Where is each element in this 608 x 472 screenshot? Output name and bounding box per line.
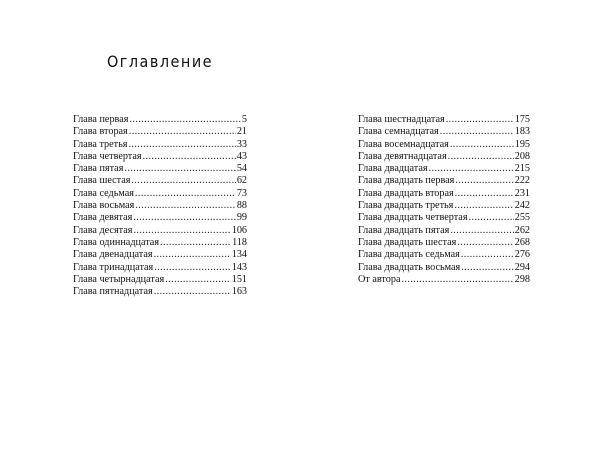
toc-entry-label: Глава двадцать восьмая — [358, 261, 461, 273]
toc-entry-label: Глава двадцать вторая — [358, 187, 454, 199]
toc-entry — [73, 163, 247, 175]
toc-entry-label: Глава двадцатая — [358, 163, 428, 175]
toc-entry-label: Глава двадцать третья — [358, 200, 454, 212]
toc-entry-label: Глава пятая — [73, 163, 124, 175]
toc-dot-leader — [135, 200, 235, 212]
toc-entry — [73, 274, 247, 286]
toc-dot-leader — [455, 188, 514, 200]
toc-entry — [358, 163, 530, 175]
toc-entry — [358, 274, 530, 286]
toc-entry-page-number: 163 — [231, 286, 247, 298]
toc-dot-leader — [133, 225, 230, 237]
toc-left-column — [73, 114, 247, 298]
toc-entry — [358, 139, 530, 151]
toc-entry-page-number: 143 — [231, 261, 247, 273]
toc-entry — [358, 175, 530, 187]
toc-dot-leader — [133, 212, 235, 224]
toc-dot-leader — [124, 163, 235, 175]
page-title: Оглавление — [106, 52, 214, 71]
toc-entry-page-number: 73 — [236, 187, 247, 199]
toc-entry-label: Глава двадцать шестая — [358, 236, 457, 248]
toc-entry — [73, 212, 247, 224]
toc-entry — [73, 139, 247, 151]
toc-entry-label: Глава тринадцатая — [73, 261, 154, 273]
toc-dot-leader — [461, 262, 513, 274]
toc-entry — [73, 175, 247, 187]
toc-entry — [73, 237, 247, 249]
toc-entry — [358, 188, 530, 200]
toc-entry-label: Глава пятнадцатая — [73, 286, 153, 298]
toc-entry-label: Глава четвертая — [73, 150, 142, 162]
toc-entry-label: Глава третья — [73, 138, 128, 150]
toc-dot-leader — [131, 175, 235, 187]
toc-entry-page-number: 268 — [514, 236, 530, 248]
toc-dot-leader — [454, 200, 513, 212]
toc-entry — [73, 262, 247, 274]
toc-right-column — [358, 114, 530, 286]
toc-entry-page-number: 54 — [236, 163, 247, 175]
toc-entry-page-number: 21 — [236, 126, 247, 138]
toc-dot-leader — [128, 139, 235, 151]
toc-entry-label: Глава семнадцатая — [358, 126, 439, 138]
toc-entry-page-number: 151 — [231, 273, 247, 285]
toc-entry-label: Глава восьмая — [73, 200, 135, 212]
toc-entry — [73, 151, 247, 163]
toc-entry — [358, 200, 530, 212]
toc-dot-leader — [154, 286, 231, 298]
toc-dot-leader — [154, 262, 230, 274]
toc-dot-leader — [160, 237, 231, 249]
toc-entry-page-number: 106 — [231, 224, 247, 236]
toc-entry — [73, 200, 247, 212]
toc-entry-label: Глава седьмая — [73, 187, 134, 199]
toc-entry-label: Глава двадцать пятая — [358, 224, 450, 236]
toc-entry-page-number: 208 — [514, 150, 530, 162]
toc-entry — [358, 249, 530, 261]
toc-entry-label: Глава двадцать первая — [358, 175, 455, 187]
toc-entry-page-number: 62 — [236, 175, 247, 187]
toc-entry-label: Глава девятая — [73, 212, 133, 224]
toc-entry-label: Глава двадцать четвертая — [358, 212, 468, 224]
toc-entry — [358, 262, 530, 274]
toc-entry — [73, 249, 247, 261]
toc-entry-page-number: 88 — [236, 200, 247, 212]
toc-dot-leader — [401, 274, 513, 286]
toc-entry-label: Глава десятая — [73, 224, 133, 236]
toc-entry — [73, 286, 247, 298]
toc-entry-page-number: 215 — [514, 163, 530, 175]
toc-entry-label: Глава шестнадцатая — [358, 114, 445, 125]
toc-entry — [73, 126, 247, 138]
toc-entry — [358, 237, 530, 249]
toc-entry — [73, 188, 247, 200]
toc-dot-leader — [457, 237, 513, 249]
toc-entry — [358, 212, 530, 224]
toc-dot-leader — [129, 114, 240, 126]
toc-entry-label: Глава первая — [73, 114, 129, 125]
toc-entry-page-number: 298 — [514, 273, 530, 285]
toc-entry-page-number: 231 — [514, 187, 530, 199]
toc-entry — [73, 114, 247, 126]
toc-entry-label: Глава двадцать седьмая — [358, 249, 460, 261]
toc-dot-leader — [450, 225, 513, 237]
toc-entry-label: Глава вторая — [73, 126, 128, 138]
toc-entry-label: От автора — [358, 273, 401, 285]
toc-dot-leader — [469, 212, 514, 224]
toc-entry-label: Глава восемнадцатая — [358, 138, 449, 150]
toc-dot-leader — [461, 249, 514, 261]
toc-dot-leader — [448, 151, 514, 163]
toc-entry-page-number: 118 — [232, 236, 247, 248]
toc-dot-leader — [143, 151, 236, 163]
toc-entry-page-number: 134 — [231, 249, 247, 261]
toc-dot-leader — [165, 274, 231, 286]
toc-entry-page-number: 5 — [241, 114, 247, 125]
toc-dot-leader — [455, 175, 513, 187]
toc-entry-page-number: 43 — [236, 150, 247, 162]
toc-entry-page-number: 242 — [514, 200, 530, 212]
toc-dot-leader — [429, 163, 514, 175]
toc-dot-leader — [154, 249, 231, 261]
toc-dot-leader — [129, 126, 236, 138]
toc-entry-page-number: 183 — [514, 126, 530, 138]
toc-entry — [358, 225, 530, 237]
toc-entry-label: Глава четырнадцатая — [73, 273, 165, 285]
toc-entry — [358, 126, 530, 138]
toc-dot-leader — [450, 139, 514, 151]
toc-entry — [358, 151, 530, 163]
toc-dot-leader — [135, 188, 236, 200]
toc-entry-label: Глава двенадцатая — [73, 249, 153, 261]
toc-entry-page-number: 195 — [514, 138, 530, 150]
toc-dot-leader — [446, 114, 514, 126]
toc-entry-page-number: 33 — [236, 138, 247, 150]
toc-entry-label: Глава девятнадцатая — [358, 150, 447, 162]
toc-entry-page-number: 99 — [236, 212, 247, 224]
toc-entry-label: Глава шестая — [73, 175, 131, 187]
toc-entry-page-number: 255 — [514, 212, 530, 224]
toc-entry — [358, 114, 530, 126]
toc-entry-page-number: 276 — [514, 249, 530, 261]
toc-entry — [73, 225, 247, 237]
toc-entry-page-number: 262 — [514, 224, 530, 236]
toc-entry-page-number: 294 — [514, 261, 530, 273]
toc-entry-page-number: 222 — [514, 175, 530, 187]
toc-entry-label: Глава одиннадцатая — [73, 236, 160, 248]
toc-entry-page-number: 175 — [514, 114, 530, 125]
toc-dot-leader — [440, 126, 514, 138]
